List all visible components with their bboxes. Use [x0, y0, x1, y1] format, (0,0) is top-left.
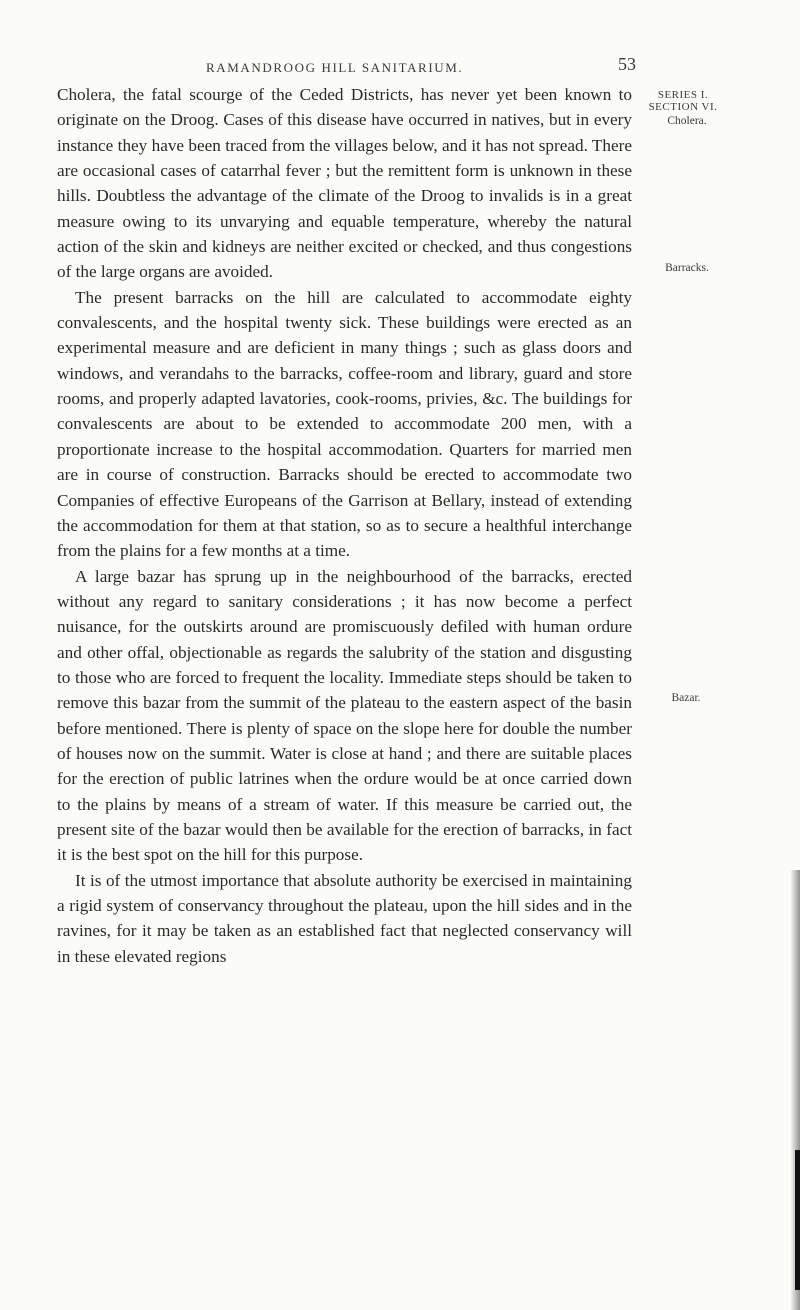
paragraph-bazar: A large bazar has sprung up in the neighbourhood of the barracks, erected without any regard to sanitary considerations ; it has now become a perfect nuisance, for the outskirts around are promiscuously defiled with human ordure and other offal, objectionable as regards the salubrity of the station and disgusting to those who are forced to frequent the locality. Immediate steps should be taken to remove this bazar from the summit of the plateau to the eastern aspect of the basin before mentioned. There is plenty of space on the slope here for double the number of houses now on the summit. Water is close at hand ; and there are suitable places for the erection of public latrines when the ordure would be at once carried down to the plains by means of a stream of water. If this measure be carried out, the present site of the bazar would then be available for the erection of barracks, in fact it is the best spot on the hill for this purpose.: [57, 566, 632, 865]
binding-edge-mark: [795, 1150, 800, 1290]
margin-note-cholera: Cholera.: [667, 115, 707, 127]
margin-note-bazar: Bazar.: [671, 692, 701, 704]
margin-note-barracks: Barracks.: [665, 262, 709, 274]
body-text: [57, 82, 632, 969]
running-title: RAMANDROOG HILL SANITARIUM.: [206, 60, 464, 75]
paragraph-barracks: The present barracks on the hill are calculated to accommodate eighty convalescents, and the hospital twenty sick. These buildings were erected as an experimental measure and are deficient in many things ; such as glass doors and windows, and verandahs to the barracks, coffee-room and library, guard and store rooms, and properly adapted lavatories, cook-rooms, privies, &c. The buildings for convalescents are about to be extended to accommodate 200 men, with a proportionate increase to the hospital accommodation. Quarters for married men are in course of construction. Barracks should be erected to accommodate two Companies of effective Europeans of the Garrison at Bellary, instead of extending the accommodation for them at that station, so as to secure a healthful interchange from the plains for a few months at a time.: [57, 287, 632, 561]
section-label-line: SECTION VI.: [648, 101, 718, 113]
page-number: 53: [618, 54, 636, 74]
paragraph-conservancy: It is of the utmost importance that absolute authority be exercised in maintaining a rigid system of conservancy throughout the plateau, upon the hill sides and in the ravines, for it may be taken as an established fact that neglected conservancy will in these elevated regions: [57, 870, 632, 966]
paragraph-cholera: Cholera, the fatal scourge of the Ceded Districts, has never yet been known to originate on the Droog. Cases of this disease have occurred in natives, but in every instance they have been traced from the villages below, and it has not spread. There are occasional cases of catarrhal fever ; but the remittent form is unknown in these hills. Doubtless the advantage of the climate of the Droog to invalids is in a great measure owing to its unvarying and equable temperature, whereby the natural action of the skin and kidneys are neither excited or checked, and thus congestions of the large organs are avoided.: [57, 85, 632, 282]
series-label-line: SERIES I.: [657, 89, 709, 101]
series-section-label: [642, 89, 724, 113]
